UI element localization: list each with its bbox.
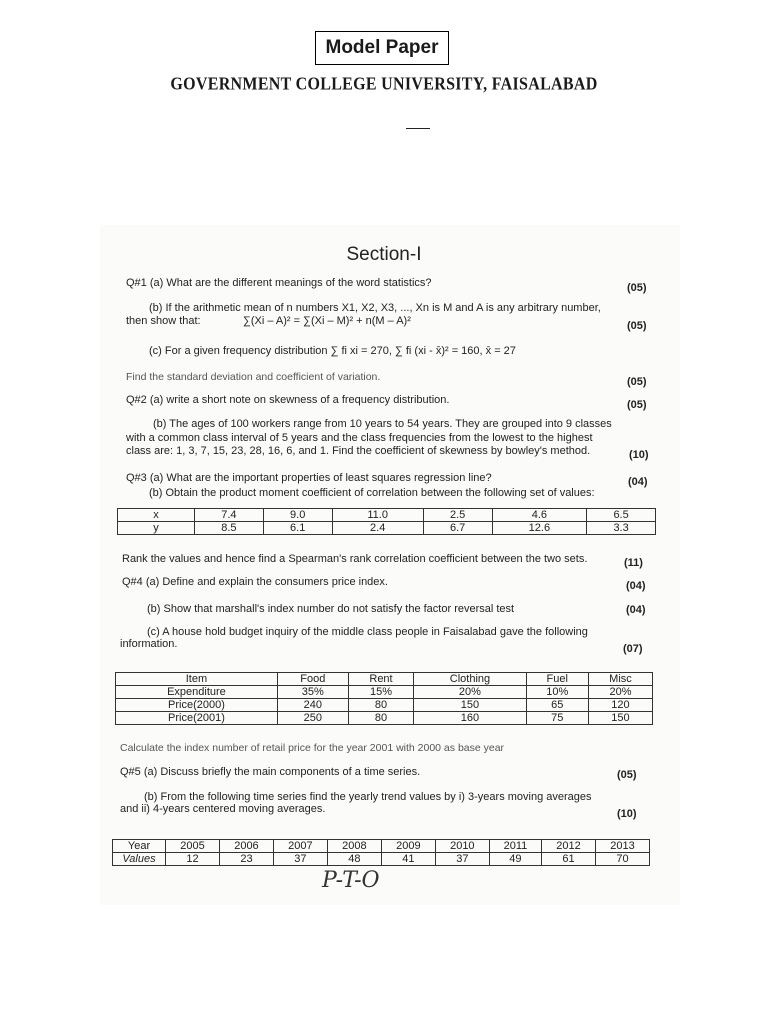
table-cell: 35%: [277, 686, 348, 699]
table-cell: 2009: [381, 840, 435, 853]
q4b-marks: (04): [626, 604, 646, 616]
table-cell: 150: [588, 712, 652, 725]
table-cell: 4.6: [492, 509, 587, 522]
q1c-line2: Find the standard deviation and coefficient of variation.: [126, 371, 381, 383]
table-header-cell: Food: [277, 673, 348, 686]
q1c-line1: (c) For a given frequency distribution ∑ fi xi = 270, ∑ fi (xi - x̄)² = 160, x̄ = 27: [149, 345, 516, 357]
table-cell: Price(2000): [116, 699, 278, 712]
table-cell: 2.5: [423, 509, 492, 522]
table-cell: 80: [348, 699, 414, 712]
divider: [406, 128, 430, 129]
q3-rank-marks: (11): [624, 557, 643, 569]
table-cell: 75: [526, 712, 588, 725]
q5a-marks: (05): [617, 769, 637, 781]
table-row: [113, 840, 650, 853]
q1b-marks: (05): [627, 320, 647, 332]
q2a-text: Q#2 (a) write a short note on skewness of a frequency distribution.: [126, 394, 450, 406]
table-cell: 160: [414, 712, 526, 725]
table-cell: 8.5: [195, 522, 264, 535]
table-header-cell: Values: [113, 853, 166, 866]
table-cell: 37: [435, 853, 489, 866]
table-header-cell: Rent: [348, 673, 414, 686]
table-cell: 10%: [526, 686, 588, 699]
q3a-marks: (04): [628, 476, 648, 488]
q2b-marks: (10): [629, 449, 649, 461]
table-cell: 12: [166, 853, 220, 866]
table-cell: 3.3: [587, 522, 656, 535]
q2b-line1: (b) The ages of 100 workers range from 10 years to 54 years. They are grouped into 9 classes: [153, 418, 612, 430]
q1b-line1: (b) If the arithmetic mean of n numbers X1, X2, X3, ..., Xn is M and A is any arbitrary number,: [149, 302, 601, 314]
section-title: Section-I: [346, 244, 422, 265]
table-header-cell: Fuel: [526, 673, 588, 686]
table-cell: x: [118, 509, 195, 522]
table-row: [116, 699, 653, 712]
table-cell: 65: [526, 699, 588, 712]
table-cell: 37: [273, 853, 327, 866]
table-cell: 9.0: [263, 509, 332, 522]
table-cell: 12.6: [492, 522, 587, 535]
table-cell: 2005: [166, 840, 220, 853]
q2a-marks: (05): [627, 399, 647, 411]
q3a-text: Q#3 (a) What are the important properties of least squares regression line?: [126, 472, 492, 484]
q3-rank-text: Rank the values and hence find a Spearman's rank correlation coefficient between the two sets.: [122, 553, 588, 565]
table-cell: 120: [588, 699, 652, 712]
q1b-line2: then show that:: [126, 315, 201, 327]
model-paper-box: [315, 31, 449, 65]
q1a-marks: (05): [627, 282, 647, 294]
table-cell: 20%: [414, 686, 526, 699]
q4a-text: Q#4 (a) Define and explain the consumers price index.: [122, 576, 388, 588]
q4b-text: (b) Show that marshall's index number do not satisfy the factor reversal test: [147, 603, 515, 615]
table-cell: 6.1: [263, 522, 332, 535]
q4c-line2: information.: [120, 638, 178, 650]
table-cell: 70: [596, 853, 650, 866]
correlation-table: [117, 508, 656, 535]
table-header-row: [116, 673, 653, 686]
table-cell: 6.5: [587, 509, 656, 522]
table-header-cell: Misc: [588, 673, 652, 686]
q5b-line1: (b) From the following time series find the yearly trend values by i) 3-years moving averages: [144, 791, 592, 803]
table-cell: 23: [219, 853, 273, 866]
pto-handwritten: P-T-O: [322, 868, 380, 893]
table-cell: 48: [327, 853, 381, 866]
time-series-table: [112, 839, 650, 866]
university-title: GOVERNMENT COLLEGE UNIVERSITY, FAISALABAD: [170, 74, 598, 95]
table-cell: 2006: [219, 840, 273, 853]
table-cell: 2013: [596, 840, 650, 853]
table-cell: 15%: [348, 686, 414, 699]
table-row: [116, 712, 653, 725]
table-cell: Expenditure: [116, 686, 278, 699]
table-cell: 11.0: [332, 509, 423, 522]
q5a-text: Q#5 (a) Discuss briefly the main components of a time series.: [120, 766, 421, 778]
budget-table: [115, 672, 653, 725]
q5b-line2: and ii) 4-years centered moving averages.: [120, 803, 326, 815]
table-cell: 49: [489, 853, 541, 866]
table-cell: 61: [542, 853, 596, 866]
table-cell: 2008: [327, 840, 381, 853]
table-row: [118, 509, 656, 522]
q4a-marks: (04): [626, 580, 646, 592]
table-cell: 150: [414, 699, 526, 712]
table-cell: y: [118, 522, 195, 535]
model-paper-label: Model Paper: [325, 37, 439, 58]
table-cell: 7.4: [195, 509, 264, 522]
table-cell: 2010: [435, 840, 489, 853]
table-header-cell: Item: [116, 673, 278, 686]
q1c-marks: (05): [627, 376, 647, 388]
table-header-cell: Clothing: [414, 673, 526, 686]
table-header-cell: Year: [113, 840, 166, 853]
q2b-line3: class are: 1, 3, 7, 15, 23, 28, 16, 6, and 1. Find the coefficient of skewness by bowley's method.: [126, 445, 591, 457]
table-row: [113, 853, 650, 866]
table-cell: 240: [277, 699, 348, 712]
table-cell: 80: [348, 712, 414, 725]
table-cell: 2007: [273, 840, 327, 853]
table-cell: 20%: [588, 686, 652, 699]
q3b-text: (b) Obtain the product moment coefficient of correlation between the following set of values:: [149, 487, 595, 499]
q4-calc-text: Calculate the index number of retail price for the year 2001 with 2000 as base year: [120, 742, 505, 754]
table-cell: 250: [277, 712, 348, 725]
q2b-line2: with a common class interval of 5 years and the class frequencies from the lowest to the highest: [126, 432, 593, 444]
table-cell: 2012: [542, 840, 596, 853]
table-cell: Price(2001): [116, 712, 278, 725]
table-cell: 2.4: [332, 522, 423, 535]
table-cell: 41: [381, 853, 435, 866]
q1b-formula: ∑(Xi – A)² = ∑(Xi – M)² + n(M – A)²: [243, 315, 411, 327]
table-cell: 2011: [489, 840, 541, 853]
q4c-line1: (c) A house hold budget inquiry of the middle class people in Faisalabad gave the following: [147, 626, 588, 638]
table-row: [116, 686, 653, 699]
q1a-text: Q#1 (a) What are the different meanings of the word statistics?: [126, 277, 432, 289]
q4c-marks: (07): [623, 643, 643, 655]
table-cell: 6.7: [423, 522, 492, 535]
q5b-marks: (10): [617, 808, 637, 820]
table-row: [118, 522, 656, 535]
